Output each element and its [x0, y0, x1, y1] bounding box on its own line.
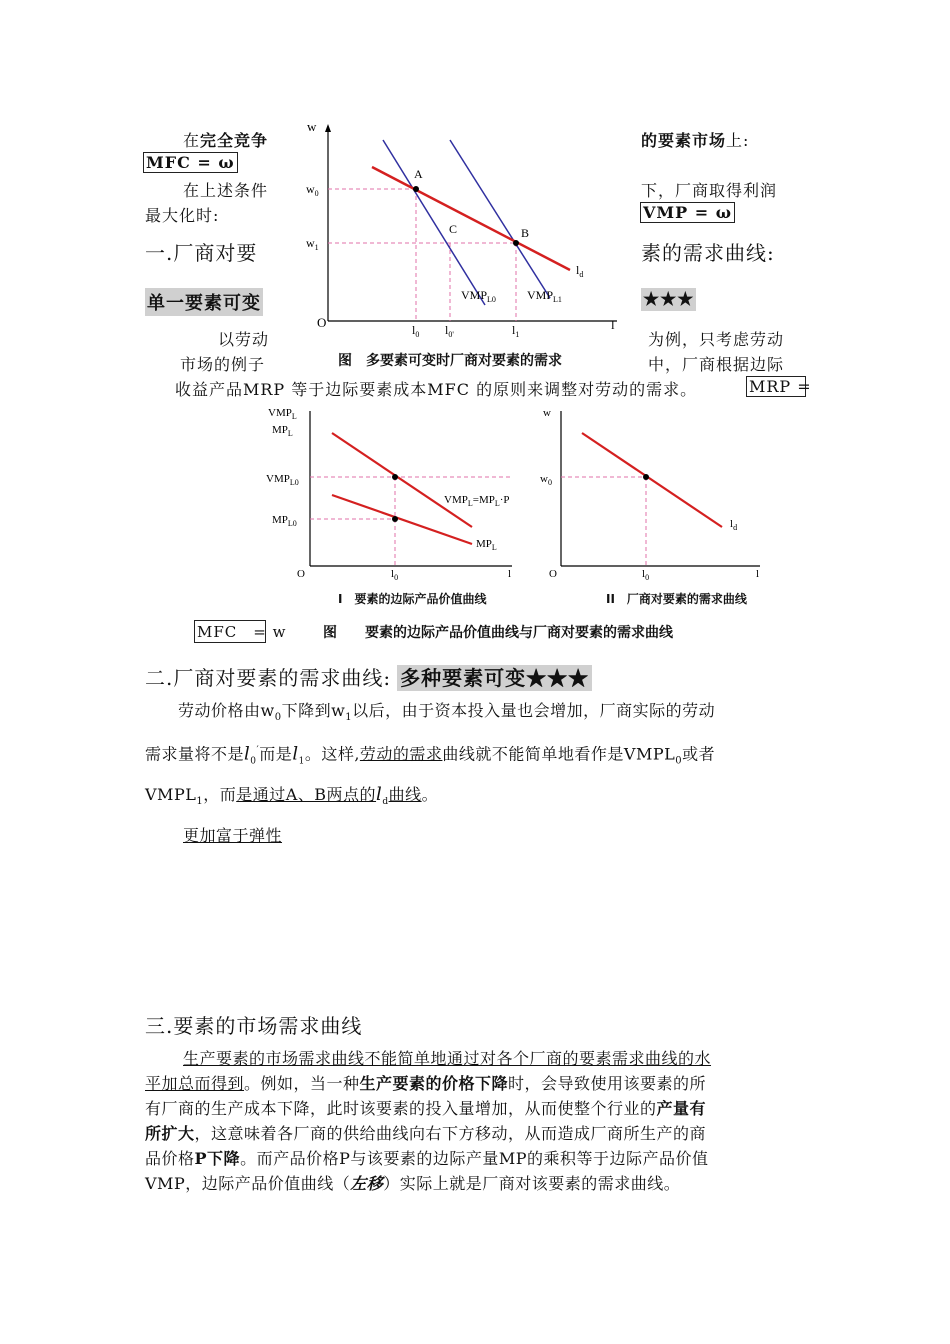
fig2-mpl-label: $MP_L$ — [476, 538, 497, 552]
fig1-y-arrow-icon — [325, 124, 331, 132]
intro-line-7-right: 为例，只考虑劳动 — [648, 330, 785, 349]
section-2-paragraph-line-1: 劳动价格由$w_0$下降到$w_1$以后，由于资本投入量也会增加，厂商实际的劳动 — [178, 701, 716, 724]
intro-line-3-right: 下，厂商取得利润 — [641, 181, 778, 200]
fig1-origin-label: O — [317, 315, 327, 330]
fig2-left-x-label: l — [508, 568, 512, 580]
fig1-point-a-dot — [413, 186, 419, 192]
intro-line-8-right: 中，厂商根据边际 — [648, 355, 785, 374]
fig1-w1-label: $w_1$ — [306, 236, 319, 252]
section-3-line-5: 品价格P下降。而产品价格P与该要素的边际产量MP的乘积等于边际产品价值 — [145, 1149, 709, 1168]
figure-1-caption: 图 多要素可变时厂商对要素的需求 — [338, 353, 562, 369]
single-factor-tag: 单一要素可变 — [145, 288, 263, 316]
mrp-formula-box: MRP = — [746, 376, 806, 397]
fig1-point-c-label: C — [449, 222, 458, 236]
fig1-ld-curve — [372, 167, 570, 270]
fig2-right-l0-label: $l_0$ — [642, 568, 650, 582]
section-3-heading: 三.要素的市场需求曲线 — [145, 1014, 363, 1038]
intro-line-3-left: 在上述条件 — [183, 181, 269, 200]
fig2-right-x-label: l — [756, 568, 760, 580]
vmp-formula-box: VMP = ω — [640, 202, 735, 223]
fig2-right-w0-label: $w_0$ — [540, 473, 552, 487]
fig2-formula-label: $VMP_L=MP_L\cdot P$ — [444, 494, 510, 508]
fig2-left-l0-label: $l_0$ — [391, 568, 399, 582]
fig1-l1-label: $l_1$ — [512, 323, 520, 339]
section-3-line-3: 有厂商的生产成本下降，此时该要素的投入量增加，从而使整个行业的产量有 — [145, 1099, 707, 1118]
section-3-line-1: 生产要素的市场需求曲线不能简单地通过对各个厂商的要素需求曲线的水 — [183, 1049, 712, 1068]
fig1-y-axis-label: w — [307, 119, 317, 134]
figure-2-diagram — [260, 403, 780, 613]
figure-1-diagram — [295, 115, 635, 377]
fig1-point-b-dot — [513, 240, 519, 246]
mfc-w-box: MFC = w — [194, 620, 266, 643]
fig1-l0-label: $l_0$ — [412, 323, 420, 339]
elasticity-note: 更加富于弹性 — [183, 826, 283, 845]
fig2-right-origin: O — [549, 568, 557, 580]
figure-2-caption: 图 要素的边际产品价值曲线与厂商对要素的需求曲线 — [323, 625, 673, 641]
fig2-vmpl-curve — [332, 433, 472, 527]
fig2-right-y-label: w — [543, 407, 551, 419]
section-3-line-6: VMP，边际产品价值曲线（左移）实际上就是厂商对该要素的需求曲线。 — [145, 1174, 681, 1193]
fig2-right-w0-dot — [643, 474, 649, 480]
fig2-right-caption: II 厂商对要素的需求曲线 — [606, 592, 747, 606]
fig1-x-axis-label: l — [611, 317, 615, 332]
section-3-line-2: 平加总而得到。例如，当一种生产要素的价格下降时，会导致使用该要素的所 — [145, 1074, 707, 1093]
three-stars-tag: ★★★ — [643, 289, 695, 310]
fig2-left-mp-dot — [392, 516, 398, 522]
section-2-paragraph-line-3: $VMPL_1$，而是通过A、B两点的$l_d$曲线。 — [145, 784, 439, 808]
intro-line-4-left: 最大化时: — [145, 206, 220, 225]
fig2-left-y-label-1: $VMP_L$ — [268, 407, 297, 421]
fig2-left-vmp-dot — [392, 474, 398, 480]
fig1-vmpl0-label: $VMP_{L0}$ — [461, 288, 496, 304]
fig2-left-origin: O — [297, 568, 305, 580]
intro-line-9: 收益产品MRP 等于边际要素成本MFC 的原则来调整对劳动的需求。 — [175, 380, 698, 399]
fig2-mpl0-label: $MP_{L0}$ — [272, 514, 297, 528]
fig1-l0p-label: $l_{0'}$ — [445, 323, 454, 339]
fig2-ld-curve — [582, 433, 722, 527]
intro-line-8-left: 市场的例子 — [180, 355, 266, 374]
intro-line-1-right: 的要素市场上: — [641, 131, 750, 150]
fig1-w0-label: $w_0$ — [306, 182, 319, 198]
fig2-left-y-label-2: $MP_L$ — [272, 424, 293, 438]
fig2-left-caption: I 要素的边际产品价值曲线 — [338, 592, 487, 606]
mfc-formula-box: MFC = ω — [143, 152, 238, 173]
heading-1-left: 一.厂商对要 — [145, 241, 258, 265]
intro-line-1-left: 在完全竞争 — [183, 131, 269, 150]
intro-line-7-left: 以劳动 — [218, 330, 270, 349]
fig1-vmpl0-curve — [383, 140, 485, 305]
section-2-paragraph-line-2: 需求量将不是$l_0'$而是$l_1$。这样,劳动的需求曲线就不能简单地看作是$VMPL_0$或者 — [145, 743, 716, 767]
fig1-point-b-label: B — [521, 226, 530, 240]
multi-factor-tag: 多种要素可变★★★ — [397, 665, 592, 691]
fig1-vmpl1-curve — [450, 140, 550, 298]
section-2-heading: 二.厂商对要素的需求曲线: 多种要素可变★★★ — [145, 662, 592, 691]
heading-1-right: 素的需求曲线: — [641, 241, 775, 265]
fig2-right-ld-label: $l_d$ — [730, 518, 738, 532]
fig1-vmpl1-label: $VMP_{L1}$ — [527, 288, 562, 304]
fig1-point-a-label: A — [414, 167, 423, 181]
fig2-vmpl0-label: $VMP_{L0}$ — [266, 473, 299, 487]
fig1-ld-label: $l_d$ — [576, 263, 584, 279]
section-3-line-4: 所扩大，这意味着各厂商的供给曲线向右下方移动，从而造成厂商所生产的商 — [145, 1124, 707, 1143]
